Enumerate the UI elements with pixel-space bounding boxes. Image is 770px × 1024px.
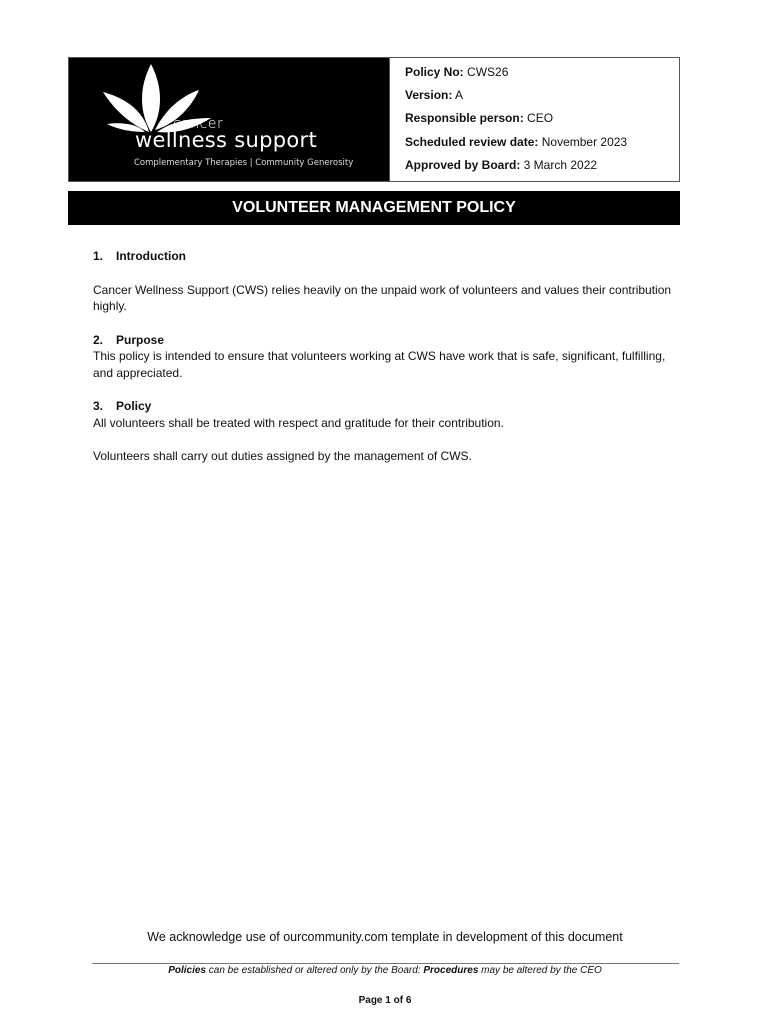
responsible-person-row	[405, 110, 679, 126]
review-date-value: November 2023	[538, 134, 628, 149]
responsible-person-label: Responsible person:	[405, 111, 524, 126]
introduction-paragraph: Cancer Wellness Support (CWS) relies heavily on the unpaid work of volunteers and values their contribution highly.	[93, 282, 672, 313]
footer-divider	[92, 963, 679, 964]
page-number: Page 1 of 6	[358, 995, 412, 1006]
section-number: 2.	[93, 332, 104, 347]
footer-note-text-end: may be altered by the CEO	[478, 965, 602, 976]
section-number: 1.	[93, 249, 104, 263]
approved-by-row	[405, 157, 679, 173]
approved-by-label: Approved by Board:	[405, 158, 521, 173]
policy-number-value: CWS26	[463, 64, 509, 79]
footer-note-text: can be established or altered only by the Board:	[206, 965, 424, 976]
section-title: Introduction	[116, 249, 186, 263]
logo-text-cancer: cancer	[173, 116, 224, 132]
document-title: VOLUNTEER MANAGEMENT POLICY	[68, 191, 680, 225]
review-date-row	[405, 134, 679, 150]
responsible-person-value: CEO	[523, 111, 554, 126]
document-body	[93, 248, 683, 465]
version-row	[405, 87, 679, 103]
policy-number-row	[405, 64, 679, 80]
section-title: Policy	[116, 399, 152, 413]
review-date-label: Scheduled review date:	[405, 134, 539, 149]
approved-by-value: 3 March 2022	[520, 158, 598, 173]
version-value: A	[452, 88, 464, 103]
footer-note	[0, 965, 770, 976]
section-heading-purpose	[93, 332, 683, 349]
policy-paragraph-1: All volunteers shall be treated with respect and gratitude for their contribution.	[93, 415, 504, 430]
logo-tagline: Complementary Therapies | Community Generosity	[134, 158, 354, 168]
policy-paragraph-2: Volunteers shall carry out duties assigned by the management of CWS.	[93, 449, 472, 463]
acknowledgement-text: We acknowledge use of ourcommunity.com template in development of this document	[147, 930, 623, 944]
logo-text-wellness-support: wellness support	[135, 128, 317, 152]
policy-header-table	[68, 57, 680, 182]
purpose-paragraph: This policy is intended to ensure that volunteers working at CWS have work that is safe, significant, fulfilling, and appreciated.	[93, 349, 666, 380]
organization-logo	[69, 58, 389, 181]
section-heading-policy	[93, 398, 683, 415]
section-title: Purpose	[116, 332, 165, 347]
footer-note-policies: Policies	[168, 965, 206, 976]
policy-info	[389, 58, 679, 181]
section-heading-introduction	[93, 248, 683, 265]
footer-note-procedures: Procedures	[423, 965, 479, 976]
version-label: Version:	[405, 88, 453, 103]
section-number: 3.	[93, 399, 104, 413]
policy-number-label: Policy No:	[405, 64, 464, 79]
